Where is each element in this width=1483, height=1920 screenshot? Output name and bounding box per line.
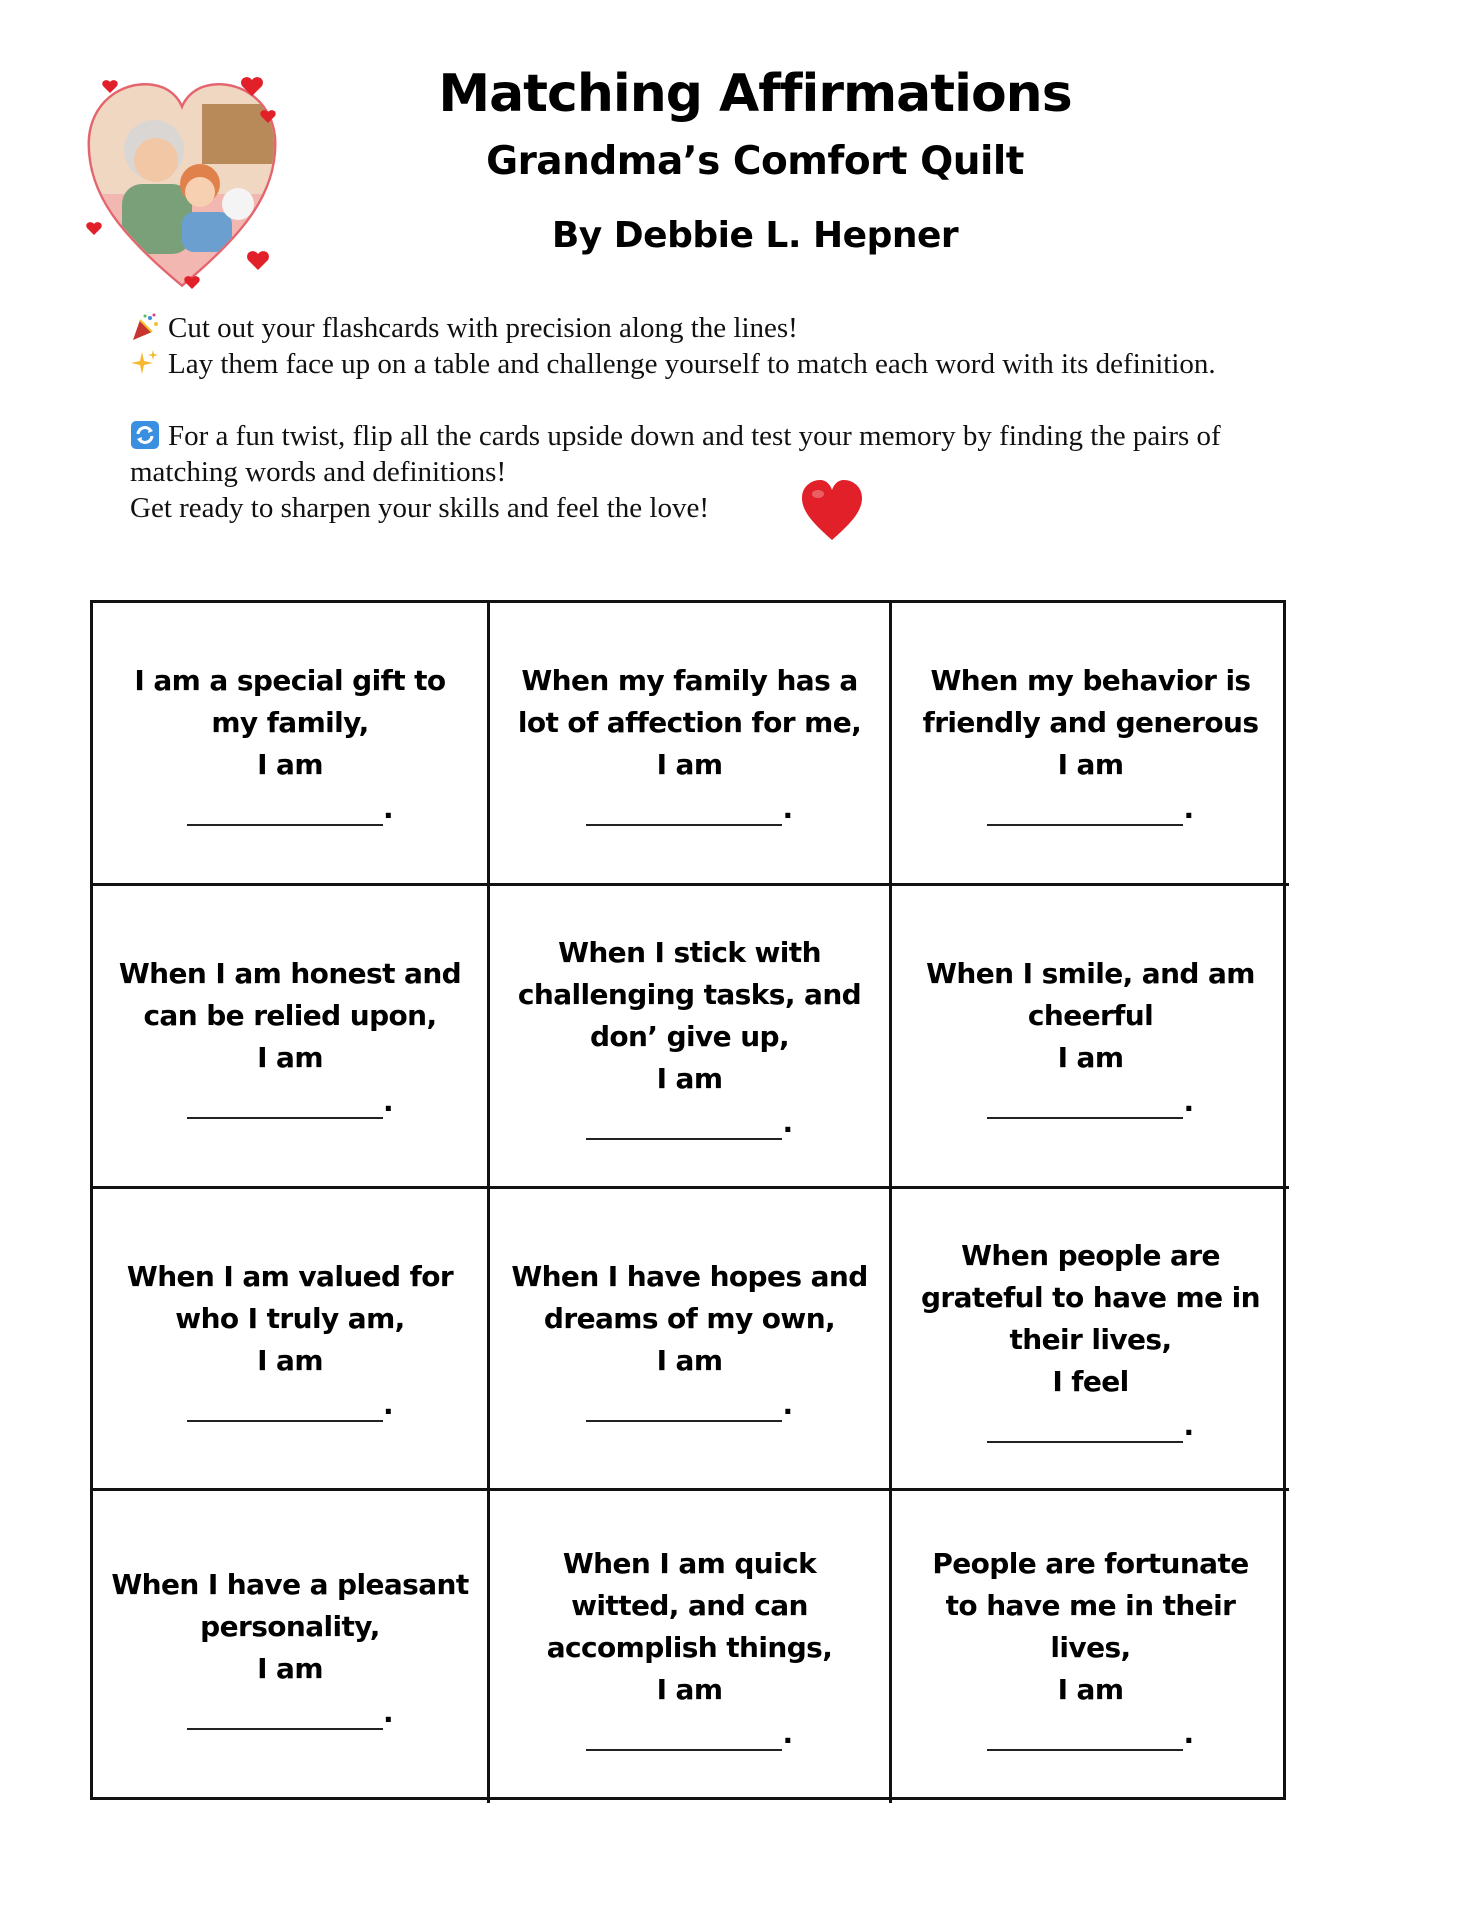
answer-blank: .: [987, 1085, 1193, 1119]
flashcard-2[interactable]: When my family has a lot of affection for me, I am .: [490, 603, 892, 886]
flashcard-11[interactable]: When I am quick witted, and can accomplish things, I am .: [490, 1491, 892, 1803]
instruction-line-1: Cut out your flashcards with precision along the lines!: [168, 312, 798, 344]
instruction-line-5: Get ready to sharpen your skills and feel the love!: [130, 492, 710, 524]
flashcard-7[interactable]: When I am valued for who I truly am, I am .: [93, 1189, 490, 1491]
instruction-line-4: matching words and definitions!: [130, 456, 507, 488]
answer-blank: .: [187, 792, 393, 826]
flashcard-12[interactable]: People are fortunate to have me in their lives, I am .: [932, 1547, 1249, 1750]
flashcard-1[interactable]: I am a special gift to my family, I am .: [93, 603, 490, 886]
flashcard-5[interactable]: When I stick with challenging tasks, and don’ give up, I am .: [490, 886, 892, 1189]
flashcard-6[interactable]: When I smile, and am cheerful I am .: [892, 886, 1289, 1189]
answer-blank: .: [187, 1696, 393, 1730]
flashcard-9[interactable]: When people are grateful to have me in their lives, I feel .: [892, 1189, 1289, 1491]
page-subtitle: Grandma’s Comfort Quilt: [486, 139, 1024, 184]
answer-blank: .: [586, 1388, 792, 1422]
repeat-arrows-icon: [130, 420, 160, 450]
answer-blank: .: [987, 1717, 1193, 1751]
flashcard-8[interactable]: When I have hopes and dreams of my own, I am .: [490, 1189, 892, 1491]
answer-blank: .: [987, 1409, 1193, 1443]
instruction-line-3: For a fun twist, flip all the cards upside down and test your memory by finding the pairs of: [168, 420, 1221, 452]
answer-blank: .: [586, 792, 792, 826]
flashcard-grid: [90, 600, 1286, 1800]
party-popper-icon: [130, 312, 160, 342]
flashcard-4[interactable]: When I am honest and can be relied upon, I am .: [93, 886, 490, 1189]
sparkles-icon: [130, 348, 160, 378]
instructions: [130, 310, 1370, 526]
answer-blank: .: [187, 1085, 393, 1119]
page-title: Matching Affirmations: [438, 64, 1072, 124]
flashcard-3[interactable]: When my behavior is friendly and generous I am .: [892, 603, 1289, 886]
answer-blank: .: [586, 1106, 792, 1140]
instruction-line-2: Lay them face up on a table and challenge yourself to match each word with its definition.: [168, 348, 1216, 380]
answer-blank: .: [187, 1388, 393, 1422]
header: [350, 60, 1160, 260]
answer-blank: .: [987, 792, 1193, 826]
red-heart-icon: [800, 478, 864, 544]
author-byline: By Debbie L. Hepner: [551, 215, 959, 256]
grandma-heart-illustration: [82, 64, 282, 300]
answer-blank: .: [586, 1717, 792, 1751]
flashcard-10[interactable]: When I have a pleasant personality, I am .: [93, 1491, 490, 1803]
